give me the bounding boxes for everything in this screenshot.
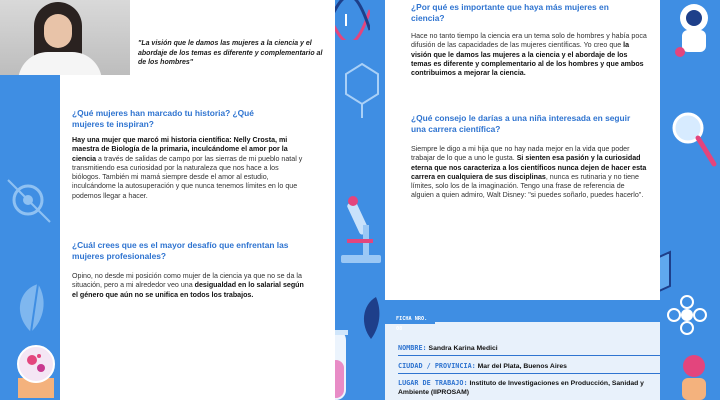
- answer-plain-2: , nunca es rutinaria y no tiene límites, solo los de la imaginación. Tengo una frase de referencia de alguien a quien admiro, Walt Disney: "si puedes soñarlo, puedes hacerlo".: [411, 172, 644, 200]
- microscope-icon: [335, 195, 387, 265]
- ficha-nombre: [398, 344, 498, 354]
- petri-dish-icon: [14, 338, 58, 398]
- question-mayor-desafio: ¿Cuál crees que es el mayor desafío que enfrentan las mujeres profesionales?: [72, 240, 289, 261]
- answer-plain: Hace no tanto tiempo la ciencia era un tema solo de hombres y había poca difusión de las capacidades de las mujeres científicas. Yo creo que: [411, 32, 647, 50]
- answer-bold: Si sienten esa pasión y la curiosidad eterna que nos caracteriza a los científicos nunca dejen de hacer esta carrera en cualquiera de sus disciplinas: [411, 154, 647, 181]
- answer-bold: desigualdad en lo salarial según el género que aún no se unifica en todos los trabajos.: [72, 281, 304, 299]
- portrait-photo: [0, 0, 130, 75]
- magnifier-icon: [668, 108, 718, 168]
- ficha-nombre-value: Sandra Karina Medici: [428, 345, 498, 352]
- answer-bold: la visión que le damos las mujeres a la ciencia y el abordaje de los temas es diferente y complementario al de los hombres y que ambos contribuimos a mejorar la ciencia.: [411, 41, 644, 78]
- answer-rest: a través de salidas de campo por las sierras de mi pueblo natal y transmitiendo esa curiosidad por la naturaleza que nos hace a los biólogos. También mi mamá siempre desde el amor al estudio, inculcándome la autosuperación y que nunca tenemos límites en lo que podemos llegar a hacer.: [72, 154, 303, 200]
- question-mujeres-historia: ¿Qué mujeres han marcado tu historia? ¿Qué mujeres te inspiran?: [72, 108, 254, 129]
- question-importancia: ¿Por qué es importante que haya más mujeres en ciencia?: [411, 2, 609, 23]
- ficha-lugar: [398, 379, 660, 397]
- answer-bold: Hay una mujer que marcó mi historia científica: Nelly Crosta, mi maestra de Biología de la primaria, inculcándome el amor por la ciencia: [72, 136, 288, 163]
- ficha-lugar-value: Instituto de Investigaciones en Producción, Sanidad y Ambiente (IIPROSAM): [398, 380, 644, 396]
- ficha-tab: FICHA NRO. 08: [385, 314, 435, 324]
- answer-importancia: [411, 32, 647, 78]
- pull-quote: "La visión que le damos las mujeres a la ciencia y el abordaje de los temas es diferente y complementario al de los hombres": [138, 40, 323, 66]
- answer-plain: Siempre le digo a mi hija que no hay nada mejor en la vida que poder trabajar de lo que a uno le gusta.: [411, 145, 630, 163]
- gear-icon: [6, 170, 52, 230]
- answer-mujeres-historia: [72, 136, 308, 201]
- question-consejo: ¿Qué consejo le darías a una niña interesada en seguir una carrera científica?: [411, 113, 631, 134]
- flower-icon: [662, 290, 712, 340]
- divider: [398, 373, 660, 374]
- ficha-ciudad-value: Mar del Plata, Buenos Aires: [477, 363, 567, 370]
- molecule-icon: [340, 60, 384, 120]
- plant-icon: [356, 295, 386, 340]
- answer-plain: Opino, no desde mi posición como mujer de la ciencia ya que no se da la situación, pero a mi alrededor veo una: [72, 272, 302, 290]
- ficha-ciudad: [398, 362, 567, 372]
- ficha-lugar-label: LUGAR DE TRABAJO:: [398, 379, 468, 387]
- divider: [398, 355, 660, 356]
- answer-consejo: [411, 145, 647, 201]
- ficha-nombre-label: NOMBRE:: [398, 344, 427, 352]
- leaf-icon: [8, 280, 54, 335]
- answer-mayor-desafio: [72, 272, 308, 300]
- scientist-icon: [668, 352, 720, 400]
- ficha-ciudad-label: CIUDAD / PROVINCIA:: [398, 362, 476, 370]
- astronaut-icon: [668, 0, 720, 60]
